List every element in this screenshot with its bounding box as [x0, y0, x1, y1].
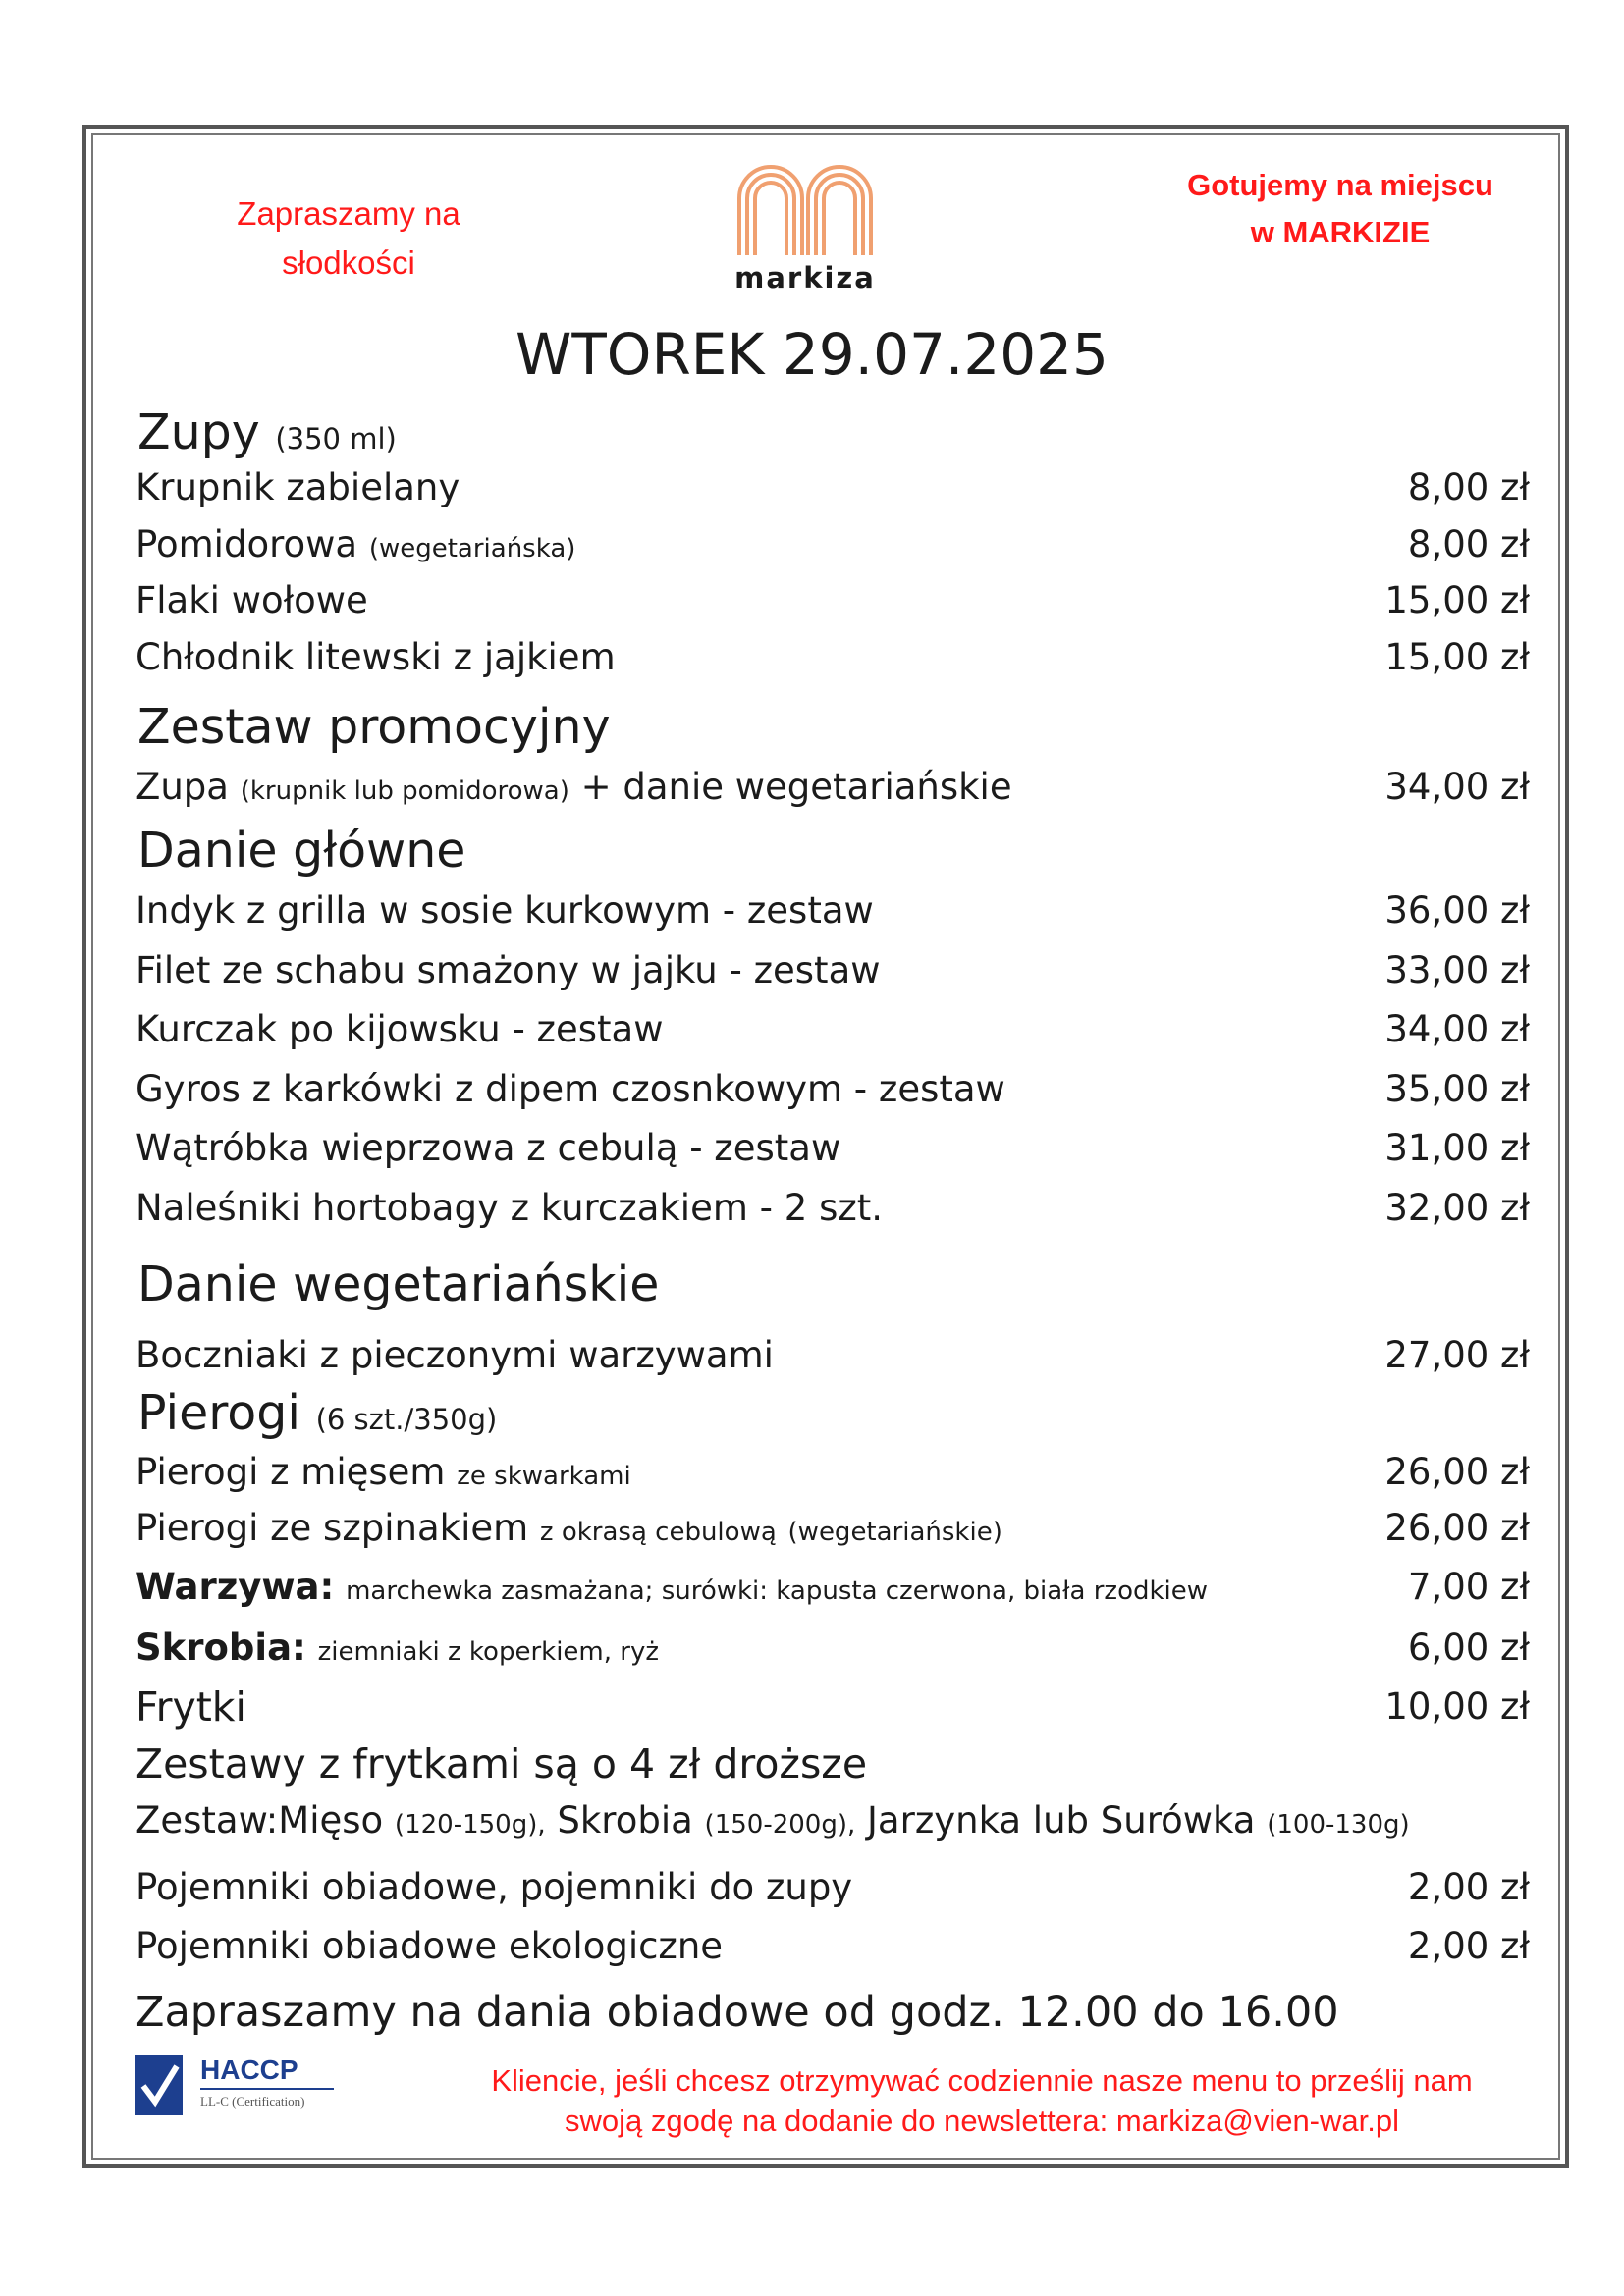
item-name: Kurczak po kijowsku - zestaw [135, 1008, 664, 1050]
menu-item [135, 1124, 1624, 1173]
menu-item [135, 1448, 1624, 1497]
item-price: 35,00 zł [1384, 1068, 1530, 1110]
item-price: 33,00 zł [1384, 949, 1530, 991]
menu-item [135, 1563, 1624, 1612]
menu-item [135, 1624, 1624, 1673]
item-price: 7,00 zł [1407, 1566, 1530, 1608]
haccp-subtitle: LL-C (Certification) [200, 2094, 305, 2109]
menu-item [135, 1005, 1624, 1054]
item-price: 36,00 zł [1384, 889, 1530, 932]
item-note: z okrasą cebulową [539, 1518, 777, 1547]
item-price: 15,00 zł [1384, 636, 1530, 678]
newsletter-line: Kliencie, jeśli chcesz otrzymywać codziennie nasze menu to prześlij nam [491, 2063, 1473, 2098]
menu-item [135, 886, 1624, 935]
newsletter-note [432, 2060, 1532, 2141]
menu-item [135, 633, 1624, 682]
item-price: 8,00 zł [1407, 466, 1530, 508]
opening-hours: Zapraszamy na dania obiadowe od godz. 12.00 do 16.00 [135, 1988, 1339, 2037]
item-note: (wegetariańskie) [787, 1518, 1002, 1547]
item-name: Frytki [135, 1683, 246, 1731]
section-title: Pierogi [137, 1385, 300, 1441]
item-name: Naleśniki hortobagy z kurczakiem - 2 szt. [135, 1187, 884, 1229]
item-name: Chłodnik litewski z jajkiem [135, 636, 616, 678]
menu-item [135, 576, 1624, 625]
section-title: Danie wegetariańskie [137, 1256, 660, 1312]
menu-item [135, 463, 1624, 512]
promo-cooking [1129, 162, 1551, 256]
menu-item [135, 1863, 1624, 1912]
markiza-logo-icon [731, 159, 879, 257]
section-heading-promo-set [137, 697, 611, 758]
item-price: 2,00 zł [1407, 1925, 1530, 1967]
menu-item [135, 1065, 1624, 1114]
item-name: Pierogi ze szpinakiem z okrasą cebulową (wegetariańskie) [135, 1507, 1002, 1549]
menu-item [135, 946, 1624, 995]
haccp-check-icon [135, 2055, 183, 2115]
item-name: Wątróbka wieprzowa z cebulą - zestaw [135, 1127, 841, 1169]
newsletter-line: swoją zgodę na dodanie do newslettera: markiza@vien-war.pl [565, 2104, 1399, 2138]
promo-sweets [196, 189, 501, 288]
info-line [135, 1796, 1624, 1845]
page-title: WTOREK 29.07.2025 [515, 321, 1109, 388]
item-price: 10,00 zł [1384, 1685, 1530, 1728]
item-name: Krupnik zabielany [135, 466, 460, 508]
fries-surcharge-note: Zestawy z frytkami są o 4 zł droższe [135, 1740, 868, 1788]
item-name: Warzywa: marchewka zasmażana; surówki: kapusta czerwona, biała rzodkiew [135, 1566, 1209, 1608]
item-note: marchewka zasmażana; surówki: kapusta czerwona, biała rzodkiew [346, 1576, 1209, 1606]
item-price: 26,00 zł [1384, 1507, 1530, 1549]
item-name: Indyk z grilla w sosie kurkowym - zestaw [135, 889, 874, 932]
item-name: Skrobia: ziemniaki z koperkiem, ryż [135, 1627, 659, 1669]
markiza-logo [727, 159, 884, 306]
item-name: Zupa (krupnik lub pomidorowa) + danie wegetariańskie [135, 766, 1012, 808]
item-name: Pomidorowa (wegetariańska) [135, 523, 576, 565]
item-name: Flaki wołowe [135, 579, 368, 621]
section-heading-pierogi [137, 1383, 497, 1450]
item-price: 26,00 zł [1384, 1451, 1530, 1493]
item-note: ziemniaki z koperkiem, ryż [317, 1637, 659, 1667]
menu-item [135, 1504, 1624, 1553]
menu-item [135, 763, 1624, 812]
info-line [135, 1739, 1624, 1789]
menu-item [135, 1184, 1624, 1233]
promo-sweets-line: słodkości [282, 244, 415, 281]
section-heading-soups [137, 402, 397, 469]
item-price: 6,00 zł [1407, 1627, 1530, 1669]
item-name: Boczniaki z pieczonymi warzywami [135, 1334, 774, 1376]
item-price: 8,00 zł [1407, 523, 1530, 565]
section-heading-vegetarian [137, 1255, 659, 1315]
item-price: 2,00 zł [1407, 1866, 1530, 1908]
section-note: (350 ml) [275, 422, 397, 455]
haccp-label: HACCP [200, 2055, 298, 2085]
section-title: Zestaw promocyjny [137, 699, 611, 755]
menu-item [135, 520, 1624, 569]
item-price: 27,00 zł [1384, 1334, 1530, 1376]
haccp-badge [135, 2055, 342, 2123]
item-name: Gyros z karkówki z dipem czosnkowym - zestaw [135, 1068, 1005, 1110]
menu-item [135, 1922, 1624, 1971]
promo-cooking-line: w MARKIZIE [1250, 215, 1431, 249]
logo-wordmark: markiza [734, 261, 876, 294]
menu-item [135, 1331, 1624, 1380]
section-note: (6 szt./350g) [315, 1403, 498, 1436]
item-price: 32,00 zł [1384, 1187, 1530, 1229]
item-price: 31,00 zł [1384, 1127, 1530, 1169]
item-price: 15,00 zł [1384, 579, 1530, 621]
haccp-divider [200, 2088, 334, 2090]
item-name: Pojemniki obiadowe, pojemniki do zupy [135, 1866, 853, 1908]
item-note: (krupnik lub pomidorowa) [240, 776, 569, 806]
set-composition: Zestaw:Mięso (120-150g), Skrobia (150-200g), Jarzynka lub Surówka (100-130g) [135, 1799, 1410, 1842]
menu-item [135, 1682, 1624, 1732]
item-name: Filet ze schabu smażony w jajku - zestaw [135, 949, 881, 991]
promo-cooking-line: Gotujemy na miejscu [1187, 168, 1493, 202]
item-note: (wegetariańska) [368, 534, 576, 563]
item-name: Pojemniki obiadowe ekologiczne [135, 1925, 724, 1967]
promo-sweets-line: Zapraszamy na [237, 195, 460, 232]
section-heading-main-dishes [137, 821, 465, 881]
item-price: 34,00 zł [1384, 1008, 1530, 1050]
section-title: Danie główne [137, 823, 466, 879]
item-note: ze skwarkami [457, 1462, 631, 1491]
item-name: Pierogi z mięsem ze skwarkami [135, 1451, 631, 1493]
section-title: Zupy [137, 404, 260, 460]
item-price: 34,00 zł [1384, 766, 1530, 808]
